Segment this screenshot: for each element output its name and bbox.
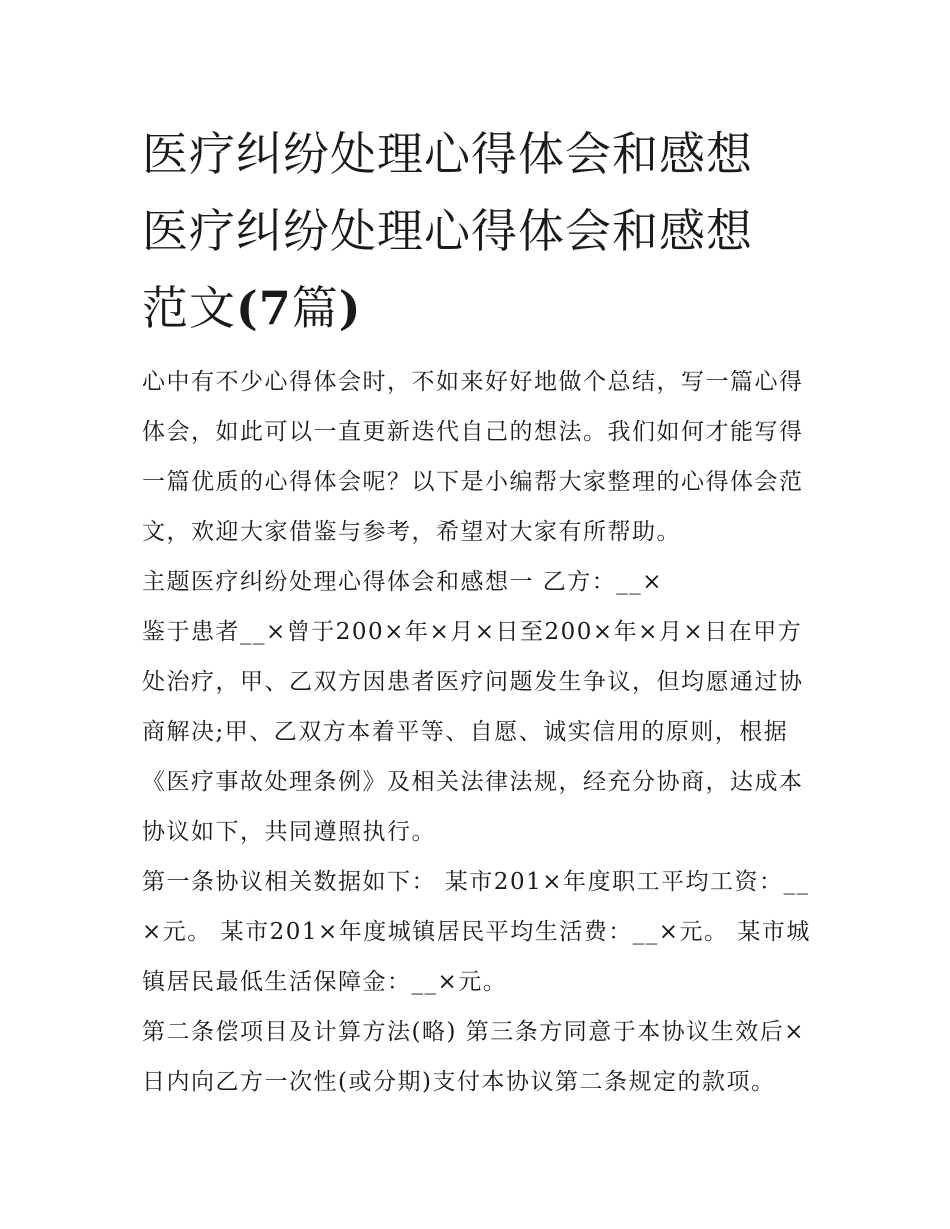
- article-one-paragraph: 第一条协议相关数据如下： 某市201×年度职工平均工资：__×元。 某市201×年度城镇居民平均生活费：__×元。 某市城镇居民最低生活保障金：__×元。: [142, 869, 811, 995]
- document-title: [142, 116, 822, 347]
- intro-paragraph: 心中有不少心得体会时，不如来好好地做个总结，写一篇心得体会，如此可以一直更新迭代自己的想法。我们如何才能写得一篇优质的心得体会呢？以下是小编帮大家整理的心得体会范文，欢迎大家借鉴与参考，希望对大家有所帮助。: [142, 369, 804, 545]
- section-heading-paragraph: 主题医疗纠纷处理心得体会和感想一 乙方：__×: [142, 569, 664, 595]
- title-line-1: 医疗纠纷处理心得体会和感想: [142, 127, 753, 181]
- document-content: [142, 116, 822, 1107]
- title-line-2: 医疗纠纷处理心得体会和感想: [142, 204, 753, 258]
- article-two-three-paragraph: 第二条偿项目及计算方法(略) 第三条方同意于本协议生效后×日内向乙方一次性(或分期)支付本协议第二条规定的款项。: [142, 1019, 806, 1095]
- title-line-3: 范文(7篇): [142, 281, 362, 335]
- agreement-preamble-paragraph: 鉴于患者__×曾于200×年×月×日至200×年×月×日在甲方处治疗，甲、乙双方因患者医疗问题发生争议，但均愿通过协商解决;甲、乙双方本着平等、自愿、诚实信用的原则，根据《医疗事故处理条例》及相关法律法规，经充分协商，达成本协议如下，共同遵照执行。: [142, 619, 804, 845]
